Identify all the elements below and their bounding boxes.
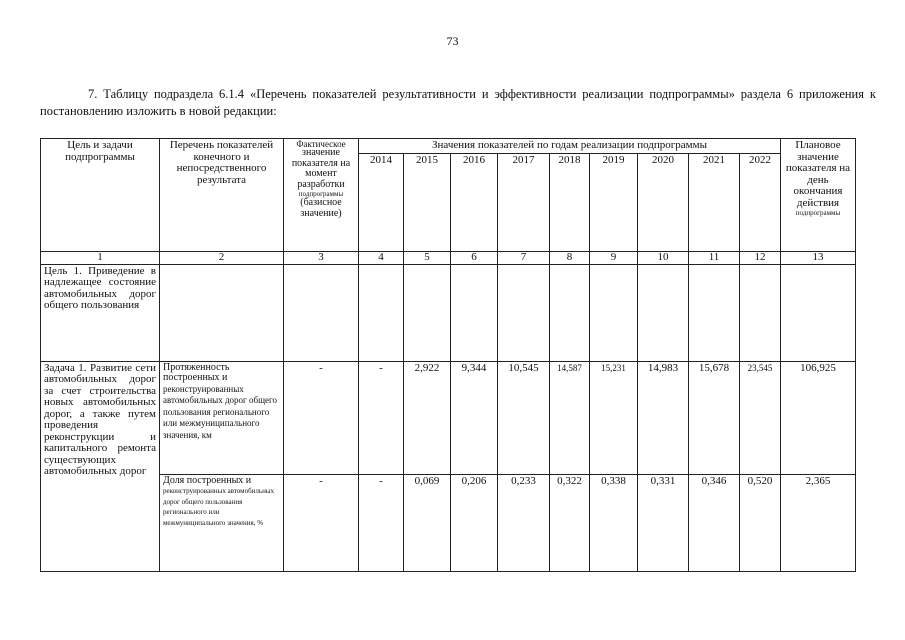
column-number: 9 — [590, 252, 638, 265]
header-planned-value: Плановое значение показателя на день окончания действия подпрограммы — [781, 139, 856, 252]
value-2021: 0,346 — [689, 474, 740, 571]
value-2019: 15,231 — [590, 361, 638, 474]
column-number: 13 — [781, 252, 856, 265]
column-number: 8 — [550, 252, 590, 265]
value-2016: 9,344 — [451, 361, 498, 474]
indicator-row — [41, 474, 856, 571]
year-header: 2019 — [590, 154, 638, 252]
planned-value: 106,925 — [781, 361, 856, 474]
year-header: 2017 — [498, 154, 550, 252]
indicator-row — [41, 361, 856, 474]
header-goals-tasks: Цель и задачи подпрограммы — [41, 139, 160, 252]
year-header: 2016 — [451, 154, 498, 252]
year-header: 2022 — [740, 154, 781, 252]
column-number: 12 — [740, 252, 781, 265]
column-number: 7 — [498, 252, 550, 265]
page-number: 73 — [446, 34, 459, 48]
base-value: - — [284, 361, 359, 474]
header-indicator-list: Перечень показателей конечного и непосредственного результата — [160, 139, 284, 252]
column-number: 5 — [404, 252, 451, 265]
indicator-name: Протяженность построенных и реконструированных автомобильных дорог общего пользования регионального или межмуниципального значения, км — [160, 361, 284, 474]
year-header: 2021 — [689, 154, 740, 252]
value-2021: 15,678 — [689, 361, 740, 474]
base-value: - — [284, 474, 359, 571]
value-2018: 14,587 — [550, 361, 590, 474]
column-number: 4 — [359, 252, 404, 265]
header-base-value: Фактическое значение показателя на момент разработки подпрограммы (базисное значение) — [284, 139, 359, 252]
planned-value: 2,365 — [781, 474, 856, 571]
column-number: 6 — [451, 252, 498, 265]
value-2020: 0,331 — [638, 474, 689, 571]
year-header: 2015 — [404, 154, 451, 252]
column-number: 3 — [284, 252, 359, 265]
column-number: 2 — [160, 252, 284, 265]
year-header: 2018 — [550, 154, 590, 252]
value-2020: 14,983 — [638, 361, 689, 474]
task-cell: Задача 1. Развитие сети автомобильных дорог за счет строительства новых автомобильных дорог, а также путем проведения реконструкции и капитального ремонта существующих автомобильных дорог — [41, 361, 160, 571]
value-2022: 23,545 — [740, 361, 781, 474]
column-number: 11 — [689, 252, 740, 265]
value-2017: 0,233 — [498, 474, 550, 571]
value-2014: - — [359, 361, 404, 474]
value-2019: 0,338 — [590, 474, 638, 571]
goal-cell: Цель 1. Приведение в надлежащее состояние автомобильных дорог общего пользования — [41, 264, 160, 361]
value-2014: - — [359, 474, 404, 571]
year-header: 2014 — [359, 154, 404, 252]
value-2017: 10,545 — [498, 361, 550, 474]
value-2022: 0,520 — [740, 474, 781, 571]
value-2016: 0,206 — [451, 474, 498, 571]
indicators-table — [40, 138, 856, 572]
intro-paragraph: 7. Таблицу подраздела 6.1.4 «Перечень показателей результативности и эффективности реализации подпрограммы» раздела 6 приложения к постановлению изложить в новой редакции: — [40, 87, 876, 118]
value-2015: 0,069 — [404, 474, 451, 571]
value-2018: 0,322 — [550, 474, 590, 571]
value-2015: 2,922 — [404, 361, 451, 474]
column-number: 1 — [41, 252, 160, 265]
year-header: 2020 — [638, 154, 689, 252]
header-years-group: Значения показателей по годам реализации подпрограммы — [359, 139, 781, 154]
goal-row — [41, 264, 856, 361]
column-number: 10 — [638, 252, 689, 265]
header-row-1 — [41, 139, 856, 154]
indicator-name: Доля построенных и реконструированных автомобильных дорог общего пользования регионального или межмуниципального значения, % — [160, 474, 284, 571]
column-number-row — [41, 252, 856, 265]
